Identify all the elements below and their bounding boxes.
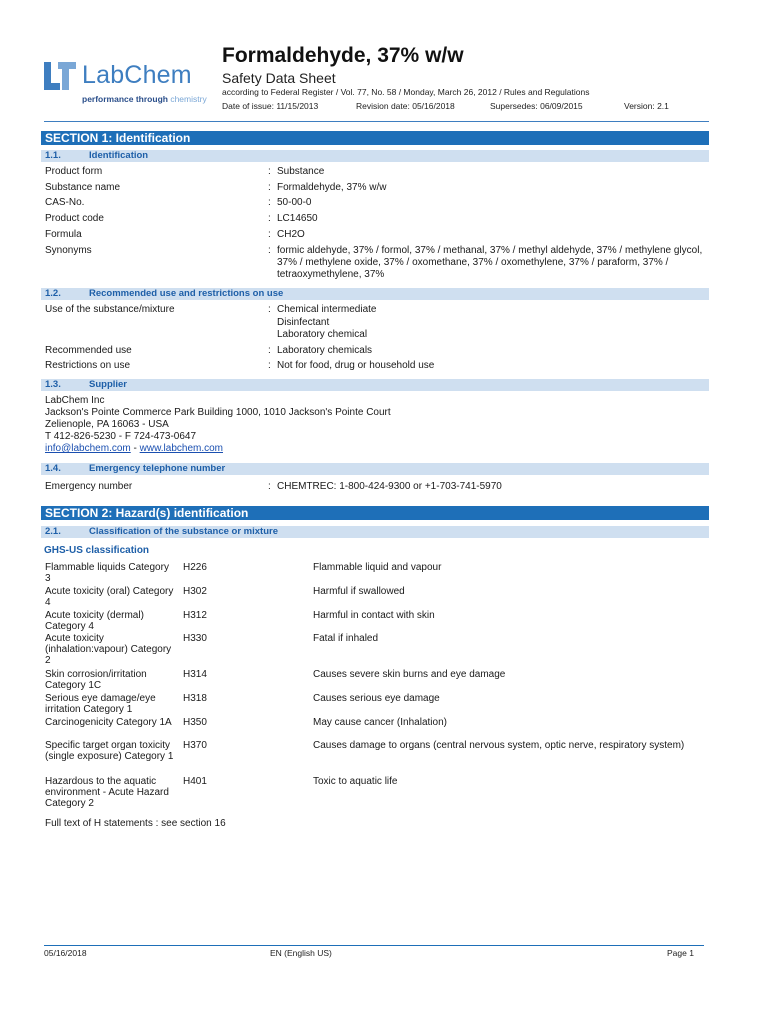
federal-register-line: according to Federal Register / Vol. 77, No. 58 / Monday, March 26, 2012 / Rules and Regulations <box>222 87 590 97</box>
use-label: Use of the substance/mixture <box>45 304 175 315</box>
recommended-use-value: Laboratory chemicals <box>277 345 373 356</box>
supplier-name: LabChem Inc <box>45 395 105 406</box>
subsection-2-1-header: 2.1. Classification of the substance or mixture <box>41 526 709 538</box>
footer-divider <box>44 945 704 946</box>
version: Version: 2.1 <box>624 101 669 111</box>
document-subtitle: Safety Data Sheet <box>222 70 336 86</box>
formula-label: Formula <box>45 229 82 240</box>
classification-category: Acute toxicity (inhalation:vapour) Category 2 <box>45 633 172 666</box>
classification-category: Carcinogenicity Category 1A <box>45 717 172 728</box>
subsection-1-3-header: 1.3. Supplier <box>41 379 709 391</box>
restrictions-value: Not for food, drug or household use <box>277 360 435 371</box>
classification-category: Flammable liquids Category 3 <box>45 562 169 584</box>
hazard-statement: Causes serious eye damage <box>313 693 440 704</box>
emergency-label: Emergency number <box>45 481 133 492</box>
emergency-value: CHEMTREC: 1-800-424-9300 or +1-703-741-5970 <box>277 481 502 492</box>
classification-category: Serious eye damage/eye irritation Category 1 <box>45 693 156 715</box>
hazard-statement: Toxic to aquatic life <box>313 776 398 787</box>
restrictions-label: Restrictions on use <box>45 360 131 371</box>
hazard-statement: Harmful if swallowed <box>313 586 405 597</box>
supplier-email-link[interactable]: info@labchem.com <box>45 443 131 454</box>
product-form-label: Product form <box>45 166 103 177</box>
hazard-statement: Harmful in contact with skin <box>313 610 435 621</box>
classification-category: Acute toxicity (dermal) Category 4 <box>45 610 144 632</box>
substance-name-label: Substance name <box>45 182 121 193</box>
supplier-address-2: Zelienople, PA 16063 - USA <box>45 419 169 430</box>
labchem-logo-icon <box>44 62 76 90</box>
hazard-statement: Flammable liquid and vapour <box>313 562 442 573</box>
use-value-3: Laboratory chemical <box>277 329 368 340</box>
formula-value: CH2O <box>277 229 305 240</box>
product-code-value: LC14650 <box>277 213 318 224</box>
full-text-note: Full text of H statements : see section 16 <box>45 818 226 829</box>
recommended-use-label: Recommended use <box>45 345 132 356</box>
ghs-classification-heading: GHS-US classification <box>44 545 150 556</box>
footer-language: EN (English US) <box>270 948 332 958</box>
hazard-statement: May cause cancer (Inhalation) <box>313 717 447 728</box>
date-line <box>222 101 682 113</box>
hazard-statement: Causes damage to organs (central nervous system, optic nerve, respiratory system) <box>313 740 685 751</box>
header-divider <box>44 121 709 122</box>
use-value-2: Disinfectant <box>277 317 330 328</box>
hazard-code: H370 <box>183 740 207 751</box>
hazard-code: H302 <box>183 586 207 597</box>
revision-date: Revision date: 05/16/2018 <box>356 101 455 111</box>
footer-page-number: Page 1 <box>667 948 694 958</box>
substance-name-value: Formaldehyde, 37% w/w <box>277 182 387 193</box>
cas-no-value: 50-00-0 <box>277 197 312 208</box>
supplier-website-link[interactable]: www.labchem.com <box>139 443 223 454</box>
supplier-address-1: Jackson's Pointe Commerce Park Building 1000, 1010 Jackson's Pointe Court <box>45 407 391 418</box>
classification-category: Acute toxicity (oral) Category 4 <box>45 586 174 608</box>
document-title: Formaldehyde, 37% w/w <box>222 44 464 67</box>
supersedes-date: Supersedes: 06/09/2015 <box>490 101 583 111</box>
hazard-code: H314 <box>183 669 207 680</box>
hazard-statement: Fatal if inhaled <box>313 633 379 644</box>
supplier-phone: T 412-826-5230 - F 724-473-0647 <box>45 431 197 442</box>
logo-wordmark: LabChem <box>82 61 192 89</box>
hazard-code: H318 <box>183 693 207 704</box>
synonyms-value: formic aldehyde, 37% / formol, 37% / methanal, 37% / methyl aldehyde, 37% / methylene glycol, 37% / methylene oxide, 37% / oxomethane, 37% / oxomethylene, 37% / paraform, 37% / tetraoxymethylene, 37% <box>277 245 703 280</box>
subsection-1-1-header: 1.1. Identification <box>41 150 709 162</box>
synonyms-label: Synonyms <box>45 245 92 256</box>
product-form-value: Substance <box>277 166 325 177</box>
classification-category: Hazardous to the aquatic environment - Acute Hazard Category 2 <box>45 776 169 809</box>
classification-category: Specific target organ toxicity (single exposure) Category 1 <box>45 740 174 762</box>
cas-no-label: CAS-No. <box>45 197 85 208</box>
hazard-code: H401 <box>183 776 207 787</box>
hazard-code: H330 <box>183 633 207 644</box>
supplier-links: info@labchem.com - www.labchem.com <box>45 443 223 454</box>
hazard-statement: Causes severe skin burns and eye damage <box>313 669 506 680</box>
hazard-code: H312 <box>183 610 207 621</box>
hazard-code: H226 <box>183 562 207 573</box>
classification-category: Skin corrosion/irritation Category 1C <box>45 669 147 691</box>
subsection-1-2-header: 1.2. Recommended use and restrictions on use <box>41 288 709 300</box>
subsection-1-4-header: 1.4. Emergency telephone number <box>41 463 709 475</box>
date-of-issue: Date of issue: 11/15/2013 <box>222 101 319 111</box>
section2-header: SECTION 2: Hazard(s) identification <box>41 506 709 520</box>
logo-tagline: performance through chemistry <box>82 94 207 104</box>
footer-date: 05/16/2018 <box>44 948 87 958</box>
section1-header: SECTION 1: Identification <box>41 131 709 145</box>
use-value-1: Chemical intermediate <box>277 304 377 315</box>
product-code-label: Product code <box>45 213 104 224</box>
hazard-code: H350 <box>183 717 207 728</box>
